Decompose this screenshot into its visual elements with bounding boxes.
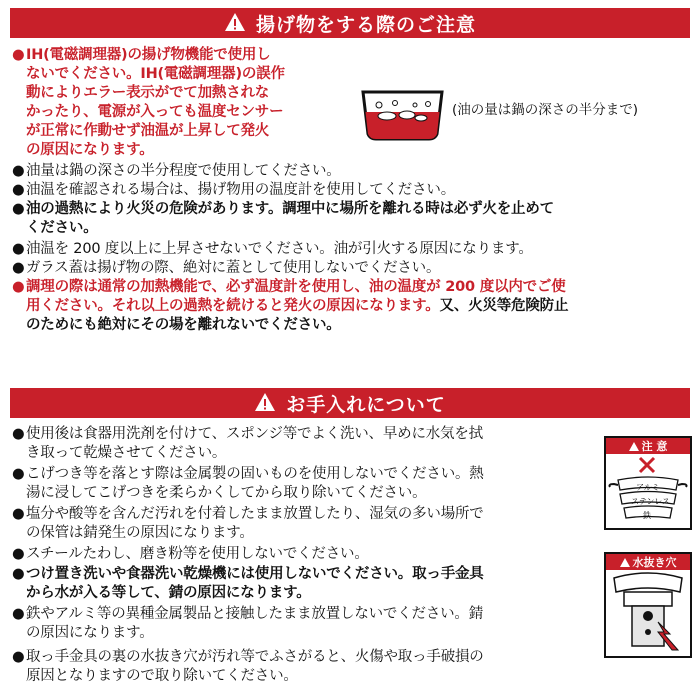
care-item-4: [12, 545, 369, 564]
warning-triangle-icon: [629, 442, 639, 451]
care-item-6: [12, 605, 483, 643]
caution-label: [606, 438, 690, 454]
fry-item-4-line: 油の過熱により火災の危険があります。調理中に場所を離れる時は必ず火を止めて: [26, 201, 554, 217]
bullet: ●: [12, 279, 25, 295]
fry-item-7: [12, 278, 568, 335]
iron-label: 鉄: [643, 511, 651, 520]
care-item-7-line: 原因となりますので取り除いてください。: [26, 668, 298, 684]
fry-item-2-line: 油量は鍋の深さの半分程度で使用してください。: [26, 163, 341, 179]
bullet: ●: [12, 466, 25, 482]
bullet: ●: [12, 546, 25, 562]
care-item-2-line: 湯に浸してこげつきを柔らかくしてから取り除いてください。: [26, 485, 427, 501]
bullet: ●: [12, 201, 25, 217]
bullet: ●: [12, 606, 25, 622]
bullet: ●: [12, 649, 25, 665]
care-item-6-line: 鉄やアルミ等の異種金属製品と接触したまま放置しないでください。錆: [26, 606, 484, 622]
care-item-4-line: スチールたわし、磨き粉等を使用しないでください。: [26, 546, 369, 562]
stainless-label: ステンレス: [631, 497, 670, 506]
drain-hole-label-text: 水抜き穴: [632, 556, 677, 569]
fry-item-7-line: のためにも絶対にその場を離れないでください。: [26, 317, 341, 333]
fry-item-3: [12, 181, 455, 200]
care-item-3-line: 塩分や酸等を含んだ汚れを付着したまま放置したり、湿気の多い場所で: [26, 506, 484, 522]
fry-item-2: [12, 162, 341, 181]
caution-label-text: 注 意: [641, 440, 668, 453]
fry-item-7-line: 又、火災等危険防止: [439, 298, 569, 314]
warning-triangle-icon: [254, 392, 276, 414]
fry-item-1-line: IH(電磁調理器)の揚げ物機能で使用し: [26, 47, 271, 63]
bullet: ●: [12, 163, 25, 179]
care-item-7-line: 取っ手金具の裏の水抜き穴が汚れ等でふさがると、火傷や取っ手破損の: [26, 649, 484, 665]
bullet: ●: [12, 260, 25, 276]
care-header: [10, 388, 690, 418]
fry-item-5: [12, 240, 533, 259]
care-item-7: [12, 648, 484, 686]
aluminum-label: アルミ: [636, 483, 660, 492]
fry-item-6: [12, 259, 440, 278]
fry-caution-header: [10, 8, 690, 38]
fry-item-1-line: が正常に作動せず油温が上昇して発火: [26, 123, 270, 139]
warning-triangle-icon: [224, 12, 246, 34]
oil-pot-illustration: [355, 72, 450, 142]
fry-item-4: [12, 200, 554, 238]
fry-item-1-line: 動によりエラー表示がでて加熱されな: [26, 85, 270, 101]
care-item-2-line: こげつき等を落とす際は金属製の固いものを使用しないでください。熱: [26, 466, 484, 482]
fry-item-5-line: 油温を 200 度以上に上昇させないでください。油が引火する原因になります。: [26, 241, 533, 257]
bullet: ●: [12, 47, 25, 63]
fry-item-1-line: かったり、電源が入っても温度センサー: [26, 104, 284, 120]
fry-item-7-line: 調理の際は通常の加熱機能で、必ず温度計を使用し、油の温度が 200 度以内でご使: [26, 279, 566, 295]
pot-caption: (油の量は鍋の深さの半分まで): [452, 102, 639, 118]
fry-caution-title: 揚げ物をする際のご注意: [255, 13, 476, 36]
care-item-1-line: 使用後は食器用洗剤を付けて、スポンジ等でよく洗い、早めに水気を拭: [26, 426, 483, 442]
warning-triangle-icon: [620, 558, 630, 567]
care-item-3: [12, 505, 484, 543]
care-item-3-line: の保管は錆発生の原因になります。: [26, 525, 254, 541]
drain-hole-label: [606, 554, 690, 570]
care-item-5-line: から水が入る等して、錆の原因になります。: [26, 585, 311, 601]
bullet: ●: [12, 506, 25, 522]
fry-item-1: [12, 46, 285, 160]
care-item-2: [12, 465, 484, 503]
care-item-1-line: き取って乾燥させてください。: [26, 445, 227, 461]
fry-item-4-line: ください。: [26, 220, 98, 236]
fry-item-3-line: 油温を確認される場合は、揚げ物用の温度計を使用してください。: [26, 182, 455, 198]
bullet: ●: [12, 241, 25, 257]
metal-contact-caution-box: [604, 436, 692, 530]
bullet: ●: [12, 182, 25, 198]
fry-item-1-line: の原因になります。: [26, 142, 154, 158]
care-item-5: [12, 565, 484, 603]
care-item-6-line: の原因になります。: [26, 625, 154, 641]
care-item-1: [12, 425, 483, 463]
fry-item-1-line: ないでください。IH(電磁調理器)の誤作: [26, 66, 285, 82]
drain-hole-box: [604, 552, 692, 658]
care-title: お手入れについて: [286, 393, 446, 416]
handle-drain-hole-icon: [606, 570, 690, 654]
bullet: ●: [12, 426, 25, 442]
care-item-5-line: つけ置き洗いや食器洗い乾燥機には使用しないでください。取っ手金具: [26, 566, 484, 582]
fry-item-6-line: ガラス蓋は揚げ物の際、絶対に蓋として使用しないでください。: [26, 260, 441, 276]
fry-item-7-line: 用ください。それ以上の過熱を続けると発火の原因になります。: [26, 298, 440, 314]
bullet: ●: [12, 566, 25, 582]
